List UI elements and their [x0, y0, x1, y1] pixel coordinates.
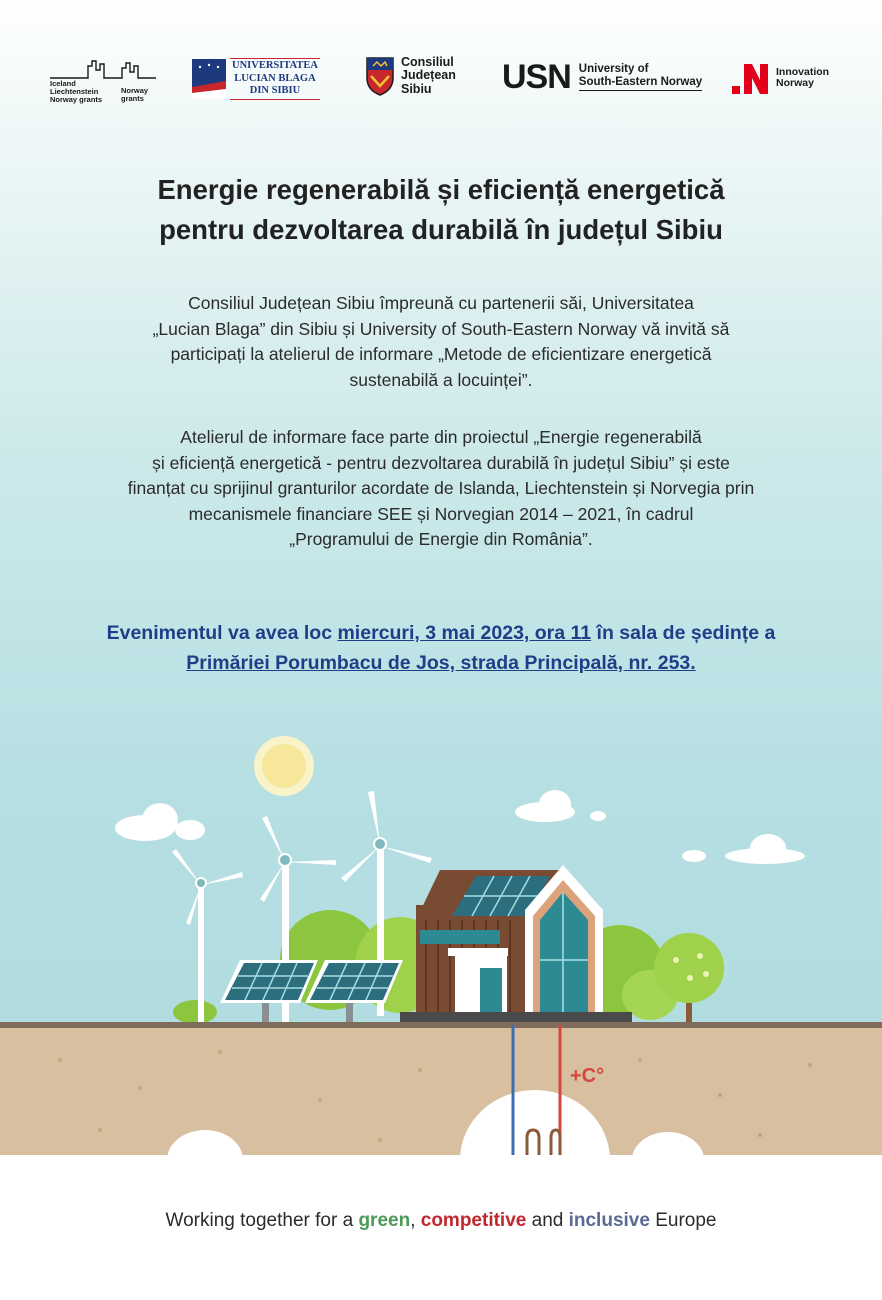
paragraph-line: și eficiență energetică - pentru dezvoltarea durabilă în județul Sibiu” și este [152, 452, 730, 473]
sun-icon [254, 736, 314, 796]
norway-grants-line: grants [121, 93, 144, 103]
tagline-text: , [410, 1210, 421, 1231]
paragraph-line: „Lucian Blaga” din Sibiu și University of South-Eastern Norway vă invită să [152, 318, 730, 339]
solar-panel-icon [220, 960, 318, 1025]
paragraph-line: Consiliul Județean Sibiu împreună cu partenerii săi, Universitatea [188, 293, 694, 313]
innovation-line: Norway [776, 77, 814, 89]
innovation-norway-logo [732, 60, 829, 96]
renewable-energy-illustration [0, 720, 882, 1180]
page-title [0, 170, 882, 250]
heat-label: +C° [570, 1065, 605, 1087]
paragraph-line: participați la atelierul de informare „Metode de eficientizare energetică [170, 344, 712, 364]
eea-line: Iceland [50, 79, 76, 88]
tagline-text: Europe [649, 1210, 717, 1231]
usn-line: University of [578, 63, 649, 76]
event-location: Primăriei Porumbacu de Jos, strada Principală, nr. 253. [186, 652, 696, 674]
project-paragraph [40, 425, 842, 553]
ulbs-logo [192, 58, 320, 100]
paragraph-line: „Programului de Energie din România”. [289, 529, 593, 549]
eea-line: Norway grants [50, 94, 103, 104]
paragraph-line: mecanismele financiare SEE și Norvegian 2014 – 2021, în cadrul [188, 503, 694, 524]
usn-mark: USN [502, 58, 571, 96]
title-line-1: Energie regenerabilă și eficiență energetică [157, 174, 725, 205]
paragraph-line: finanțat cu sprijinul granturilor acordate de Islanda, Liechtenstein și Norvegia prin [127, 478, 755, 498]
ulbs-shield-icon [192, 59, 226, 99]
cloud-icon [515, 790, 606, 822]
paragraph-line: sustenabilă a locuinței”. [349, 369, 533, 390]
event-date: miercuri, 3 mai 2023, ora 11 [337, 622, 592, 644]
innovation-line: Innovation [776, 65, 830, 78]
cjs-line: Consiliul [401, 55, 454, 70]
invitation-paragraph [40, 291, 842, 393]
title-line-2: pentru dezvoltarea durabilă în județul Sibiu [159, 214, 723, 245]
tagline-green: green [358, 1210, 411, 1231]
eea-skyline-icon [50, 58, 160, 80]
tagline-inclusive: inclusive [568, 1210, 650, 1231]
tagline-text: and [526, 1210, 569, 1231]
eea-line: Liechtenstein [50, 86, 99, 96]
cloud-icon [682, 834, 805, 864]
usn-logo [502, 60, 702, 94]
norway-grants-line: Norway [121, 86, 149, 95]
consiliul-judetean-logo [365, 56, 456, 96]
event-venue-intro: în sala de ședințe a [591, 622, 776, 644]
event-prefix: Evenimentul va avea loc [106, 622, 338, 644]
ulbs-line: LUCIAN BLAGA [234, 72, 316, 84]
event-details [20, 618, 862, 678]
cjs-line: Județean [401, 68, 456, 83]
innovation-norway-mark-icon [732, 60, 770, 96]
partner-logos [0, 52, 882, 112]
cjs-line: Sibiu [401, 81, 432, 96]
tagline-text: Working together for a [165, 1210, 359, 1231]
ulbs-line: DIN SIBIU [249, 85, 301, 97]
eea-grants-logo [50, 58, 160, 104]
ulbs-line: UNIVERSITATEA [232, 60, 318, 71]
cloud-icon [115, 803, 205, 841]
county-shield-icon [365, 56, 395, 96]
house-icon [400, 865, 632, 1022]
usn-line: South-Eastern Norway [578, 75, 703, 88]
paragraph-line: Atelierul de informare face parte din proiectul „Energie regenerabilă [180, 427, 702, 447]
ground-line [0, 1022, 882, 1028]
tagline-competitive: competitive [420, 1210, 527, 1231]
eea-tagline [0, 1210, 882, 1232]
